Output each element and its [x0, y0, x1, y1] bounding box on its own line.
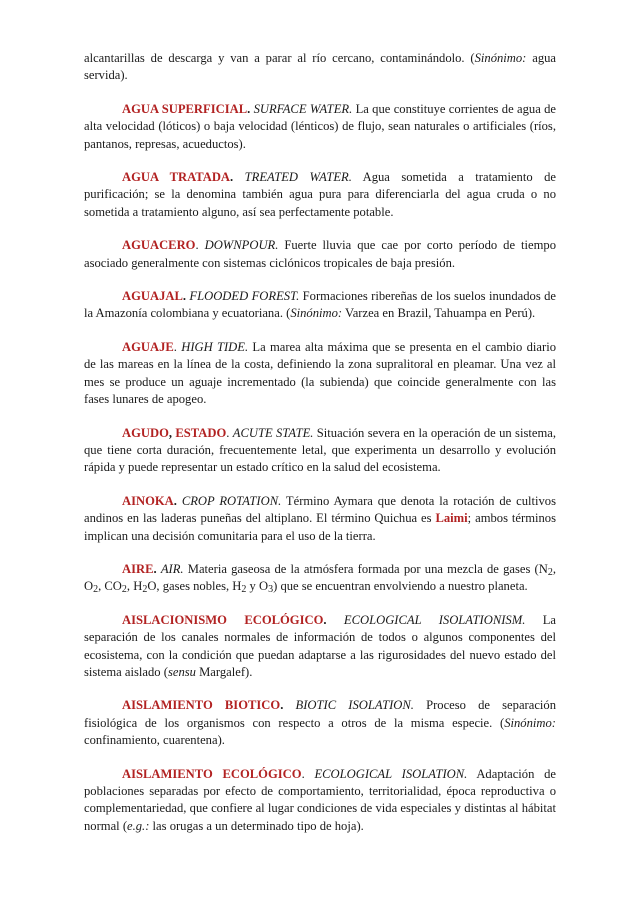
entry-definition: Situación severa en la operación de un sistema, que tiene corta duración, frecuentemente letal, que experimenta un desarrollo y evolución rápida y puede representar un estado crítico en la salud del ecosistema. [84, 425, 556, 475]
entry-definition-part: , O [84, 561, 557, 594]
entry-english: ECOLOGICAL ISOLATION. [314, 766, 468, 781]
entry-definition: Proceso de separación fisiológica de los organismos con respecto a otros de la misma especie. ( [84, 698, 557, 730]
entry-definition-after: Varzea en Brazil, Tahuampa en Perú). [342, 306, 536, 321]
entry-definition-part: O, gases nobles, H [147, 579, 242, 594]
entry-english: HIGH TIDE. [181, 339, 249, 354]
entry-aislamiento-biotico: AISLAMIENTO BIOTICO. BIOTIC ISOLATION. Proceso de separación fisiológica de los organismos con respecto a otros de la misma especie. (Sinónimo: confinamiento, cuarentena). [84, 698, 557, 748]
entry-english: BIOTIC ISOLATION. [295, 698, 414, 713]
entry-aire: AIRE. AIR. Materia gaseosa de la atmósfera formada por una mezcla de gases ($N_2$, $O_2$, $CO_2$, $H_2O$, gases nobles, $H_2$ y $O_3$) que se encuentran envolviendo a nuestro planeta. [84, 561, 557, 596]
entry-term: AGUAJE [122, 339, 174, 354]
subscript: 2 [547, 566, 553, 578]
entry-aislacionismo-ecologico: AISLACIONISMO ECOLÓGICO. ECOLOGICAL ISOLATIONISM. La separación de los canales normales de información de todos o algunos componentes del ecosistema, con la condición que puedan adaptarse a las rigurosidades del nuevo estado del sistema aislado (sensu Margalef). [84, 612, 556, 679]
entry-definition-after: las orugas a un determinado tipo de hoja). [149, 818, 364, 833]
entry-term: AGUAJAL [122, 289, 183, 304]
entry-english: ECOLOGICAL ISOLATIONISM. [343, 612, 526, 627]
entry-term: AISLAMIENTO BIOTICO [122, 698, 281, 713]
entry-definition: Agua sometida a tratamiento de purificación; se la denomina también agua pura para diferenciarla del agua cruda o no sometida a tratamiento alguno, así sea perfectamente potable. [84, 170, 556, 219]
entry-term: AGUDO [122, 425, 169, 440]
entry-definition-after: Margalef). [195, 664, 253, 679]
entry-english: SURFACE WATER. [253, 101, 353, 116]
entry-definition-part: y O [246, 579, 269, 594]
entry-term: AINOKA [122, 493, 174, 508]
entry-agua-superficial: AGUA SUPERFICIAL. SURFACE WATER. La que constituye corrientes de agua de alta velocidad (lóticos) o baja velocidad (lénticos) de flujo, sean naturales o artificiales (ríos, pantanos, represas, acueductos). [84, 101, 557, 151]
synonym-label: Sinónimo: [290, 306, 343, 321]
entry-term: AISLACIONISMO ECOLÓGICO [122, 612, 324, 627]
entry-term-secondary: ESTADO [175, 425, 227, 440]
entry-term: AGUA SUPERFICIAL [122, 101, 248, 116]
entry-aislamiento-ecologico: AISLAMIENTO ECOLÓGICO. ECOLOGICAL ISOLATION. Adaptación de poblaciones separadas por efecto de comportamiento, territorialidad, época reproductiva o complementariedad, que confiere al lugar condiciones de vida especiales y distintas al hábitat normal (e.g.: las orugas a un determinado tipo de hoja). [84, 766, 557, 833]
entry-definition: La marea alta máxima que se presenta en el cambio diario de las mareas en la línea de la costa, definiendo la zona supralitoral en pleamar. Una vez al mes se produce un aguaje incrementado (la subienda) que coincide generalmente con las fases lunares de apogeo. [84, 339, 557, 407]
highlighted-term: Laimi [435, 511, 468, 526]
entry-definition: Formaciones ribereñas de los suelos inundados de la Amazonía colombiana y ecuatoriana. ( [84, 289, 556, 321]
subscript: 3 [268, 584, 274, 596]
entry-agudo-estado: AGUDO, ESTADO. ACUTE STATE. Situación severa en la operación de un sistema, que tiene corta duración, frecuentemente letal, que experimenta un desarrollo y evolución rápida y puede representar un estado crítico en la salud del ecosistema. [84, 425, 556, 475]
entry-definition: Adaptación de poblaciones separadas por efecto de comportamiento, territorialidad, época reproductiva o complementariedad, que confiere al lugar condiciones de vida especiales y distintas al hábitat normal ( [84, 766, 557, 833]
entry-english: ACUTE STATE. [232, 425, 314, 440]
entry-aguacero: AGUACERO. DOWNPOUR. Fuerte lluvia que cae por corto período de tiempo asociado generalmente con sistemas ciclónicos tropicales de baja presión. [84, 238, 556, 270]
subscript: 2 [121, 584, 127, 596]
entry-english: CROP ROTATION. [181, 493, 282, 508]
sensu-label: sensu [167, 664, 196, 679]
entry-term: AISLAMIENTO ECOLÓGICO [122, 766, 302, 781]
eg-label: e.g.: [127, 818, 150, 833]
subscript: 2 [241, 584, 247, 596]
subscript: 2 [142, 584, 148, 596]
entry-term: AGUACERO [122, 238, 196, 253]
entry-definition: Término Aymara que denota la rotación de cultivos andinos en las laderas puneñas del altiplano. El término Quichua es [84, 493, 556, 526]
entry-definition-after: confinamiento, cuarentena). [84, 733, 225, 748]
entry-english: TREATED WATER. [244, 170, 352, 185]
subscript: 2 [93, 584, 99, 596]
entry-english: DOWNPOUR. [204, 238, 279, 253]
entry-definition: Materia gaseosa de la atmósfera formada por una mezcla de gases (N [183, 561, 548, 576]
entry-aguaje: AGUAJE. HIGH TIDE. La marea alta máxima que se presenta en el cambio diario de las mareas en la línea de la costa, definiendo la zona supralitoral en pleamar. Una vez al mes se produce un aguaje incrementado (la subienda) que coincide generalmente con las fases lunares de apogeo. [84, 339, 557, 407]
entry-ainoka: AINOKA. CROP ROTATION. Término Aymara que denota la rotación de cultivos andinos en las laderas puneñas del altiplano. El término Quichua es Laimi; ambos términos implican una decisión comunitaria para el uso de la tierra. [84, 493, 557, 543]
synonym-label: Sinónimo: [504, 715, 556, 730]
entry-definition-part: , H [126, 579, 143, 594]
entry-english: FLOODED FOREST. [189, 289, 300, 304]
continuation-paragraph [84, 50, 556, 85]
synonym-label: Sinónimo: [474, 51, 527, 65]
entry-definition-part: , CO [98, 579, 122, 594]
entry-definition: Fuerte lluvia que cae por corto período de tiempo asociado generalmente con sistemas ciclónicos tropicales de baja presión. [84, 238, 556, 270]
entry-definition-part: ) que se encuentran envolviendo a nuestro planeta. [273, 579, 528, 594]
entry-definition: La separación de los canales normales de información de todos o algunos componentes del ecosistema, con la condición que puedan adaptarse a las rigurosidades del nuevo estado del sistema aislado ( [84, 612, 556, 679]
continuation-after: agua servida). [84, 51, 557, 83]
entry-term: AGUA TRATADA [122, 170, 231, 185]
entry-english: AIR. [160, 561, 184, 576]
entry-definition: La que constituye corrientes de agua de alta velocidad (lóticos) o baja velocidad (lénticos) de flujo, sean naturales o artificiales (ríos, pantanos, represas, acueductos). [84, 101, 557, 151]
entry-aguajal: AGUAJAL. FLOODED FOREST. Formaciones ribereñas de los suelos inundados de la Amazonía colombiana y ecuatoriana. (Sinónimo: Varzea en Brazil, Tahuampa en Perú). [84, 289, 556, 321]
entry-agua-tratada: AGUA TRATADA. TREATED WATER. Agua sometida a tratamiento de purificación; se la denomina también agua pura para diferenciarla del agua cruda o no sometida a tratamiento alguno, así sea perfectamente potable. [84, 170, 556, 219]
continuation-text: alcantarillas de descarga y van a parar al río cercano, contaminándolo. ( [84, 51, 475, 65]
entry-term: AIRE [122, 561, 154, 576]
entry-definition-after: ; ambos términos implican una decisión comunitaria para el uso de la tierra. [84, 511, 557, 543]
